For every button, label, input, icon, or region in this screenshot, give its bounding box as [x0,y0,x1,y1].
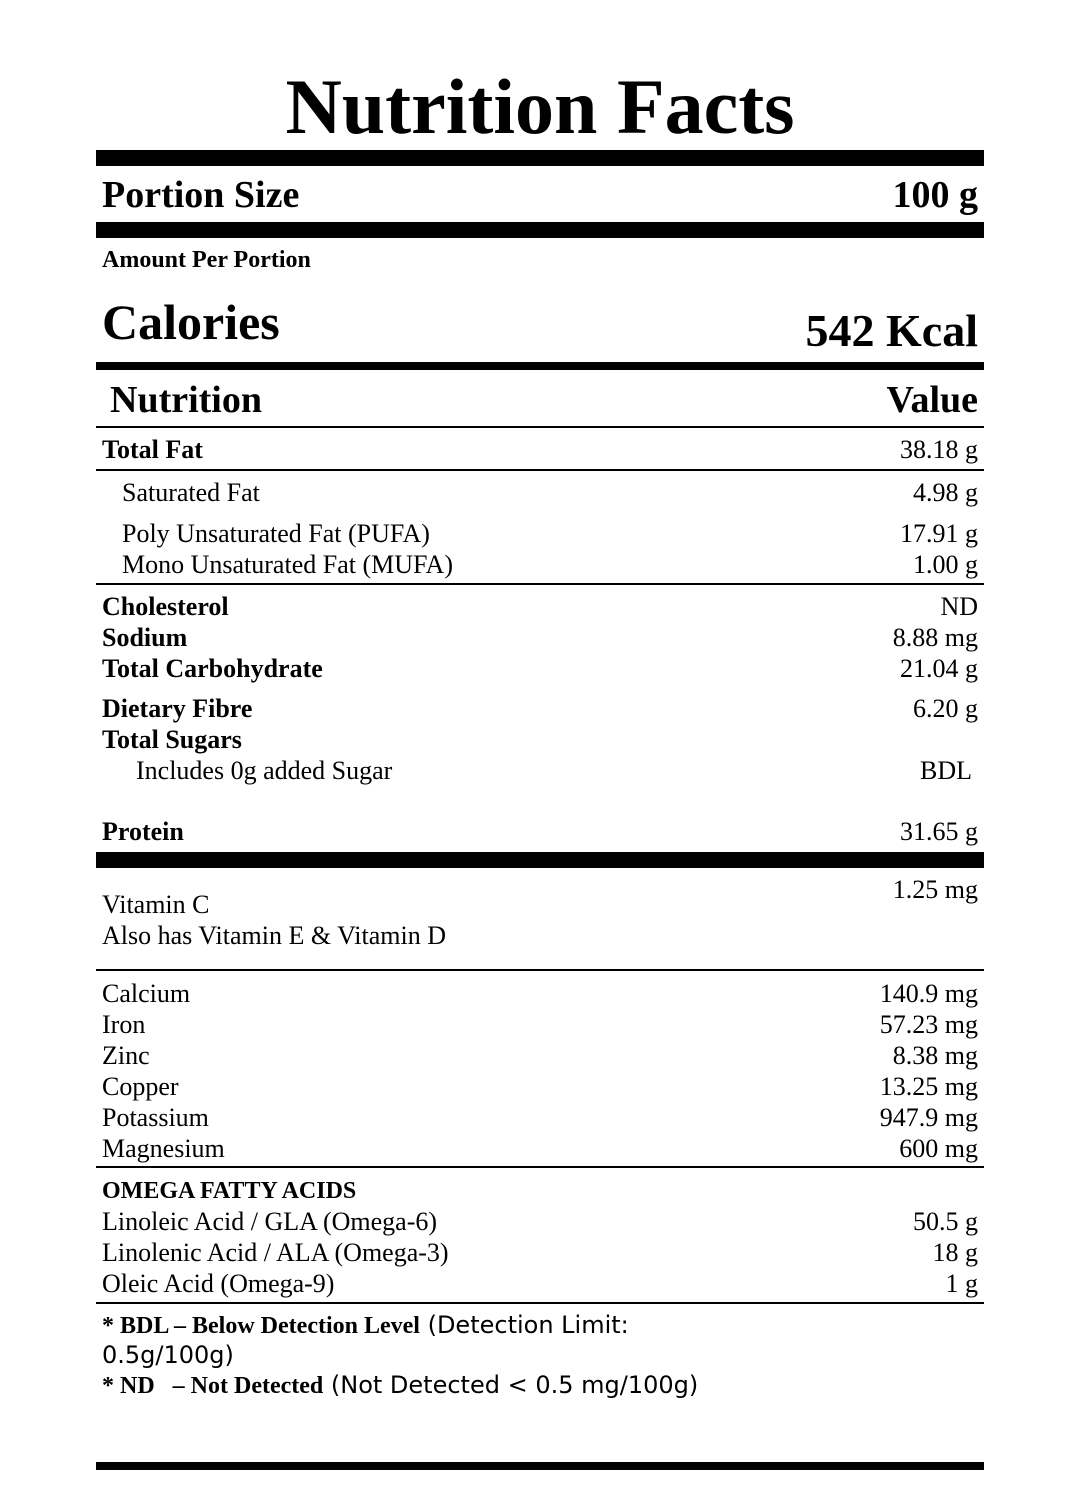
footnote-bdl-text: (Detection Limit: [419,1311,629,1339]
nutrient-row [102,621,978,655]
divider [96,1302,984,1304]
mineral-label: Iron [102,1010,146,1039]
portion-size-label: Portion Size [102,174,300,216]
nutrient-value: ND [940,592,978,621]
calories-value: 542 Kcal [805,305,978,356]
nutrient-value: 6.20 g [913,694,978,723]
calories-label: Calories [102,294,280,350]
omega-value: 18 g [932,1238,978,1267]
footnote-bdl-text-continued: 0.5g/100g) [102,1341,234,1369]
mineral-row [102,1070,978,1104]
omega-label: Linoleic Acid / GLA (Omega-6) [102,1207,438,1236]
footnote-nd-text: (Not Detected < 0.5 mg/100g) [323,1371,699,1399]
portion-size-value: 100 g [892,174,978,216]
amount-per-portion: Amount Per Portion [102,247,311,273]
mineral-value: 140.9 mg [879,979,978,1008]
bottom-thick-divider [96,1462,984,1470]
nutrient-label: Protein [102,817,184,846]
vitamin-value: 1.25 mg [892,875,978,904]
nutrient-row [102,476,978,510]
nutrient-row [102,652,978,686]
footnote-bdl-term: * BDL – Below Detection Level [102,1313,420,1339]
mineral-value: 13.25 mg [879,1072,978,1101]
omega-value: 50.5 g [913,1207,978,1236]
divider [96,469,984,471]
mineral-row [102,1101,978,1135]
nutrient-row [102,754,978,788]
nutrient-value: 4.98 g [913,478,978,507]
nutrition-column-header: Nutrition [110,379,262,421]
nutrient-row [102,590,978,624]
nutrient-value: 17.91 g [900,519,978,548]
mineral-row [102,1039,978,1073]
divider [96,1166,984,1168]
nutrient-value: 21.04 g [900,654,978,683]
value-column-header: Value [886,379,978,421]
thick-divider [96,150,984,166]
nutrient-label: Total Carbohydrate [102,654,323,683]
omega-label: Oleic Acid (Omega-9) [102,1269,335,1298]
nutrient-label: Total Fat [102,435,203,464]
mineral-value: 947.9 mg [879,1103,978,1132]
vitamin-label: Vitamin C [102,890,210,919]
mineral-label: Zinc [102,1041,150,1070]
nutrient-label: Sodium [102,623,188,652]
vitamin-label: Also has Vitamin E & Vitamin D [102,921,447,950]
divider [96,583,984,585]
nutrient-label: Poly Unsaturated Fat (PUFA) [122,519,430,548]
footnote-nd [102,1370,698,1401]
nutrient-label: Dietary Fibre [102,694,253,723]
footnote-nd-term: * ND – Not Detected [102,1373,324,1399]
page-title: Nutrition Facts [285,63,795,150]
nutrient-label: Saturated Fat [122,478,260,507]
mineral-row [102,1008,978,1042]
omega-label: Linolenic Acid / ALA (Omega-3) [102,1238,449,1267]
nutrient-value: 31.65 g [900,817,978,846]
nutrient-value: 1.00 g [913,550,978,579]
nutrient-label: Cholesterol [102,592,229,621]
omega-value: 1 g [945,1269,978,1298]
nutrient-label: Mono Unsaturated Fat (MUFA) [122,550,453,579]
mineral-row [102,977,978,1011]
mineral-value: 57.23 mg [879,1010,978,1039]
mineral-label: Calcium [102,979,191,1008]
nutrient-row [102,433,978,467]
mineral-value: 8.38 mg [892,1041,978,1070]
omega-row [102,1267,978,1301]
nutrient-label: Includes 0g added Sugar [136,756,393,785]
mineral-label: Magnesium [102,1134,225,1163]
thick-divider [96,222,984,238]
omega-row [102,1205,978,1239]
mineral-label: Copper [102,1072,179,1101]
nutrient-label: Total Sugars [102,725,242,754]
mineral-row [102,1132,978,1166]
footnote-bdl [102,1310,629,1341]
thick-divider [96,362,984,370]
mineral-label: Potassium [102,1103,209,1132]
nutrient-row [102,517,978,551]
divider [96,426,984,428]
nutrient-row [102,723,978,757]
nutrient-value: 38.18 g [900,435,978,464]
nutrient-value: 8.88 mg [892,623,978,652]
omega-row [102,1236,978,1270]
omega-heading: OMEGA FATTY ACIDS [102,1178,357,1204]
nutrient-value: BDL [920,756,972,785]
nutrient-row [102,548,978,582]
mineral-value: 600 mg [899,1134,978,1163]
divider [96,969,984,971]
nutrient-row [102,815,978,849]
thick-divider [96,852,984,868]
nutrient-row [102,692,978,726]
